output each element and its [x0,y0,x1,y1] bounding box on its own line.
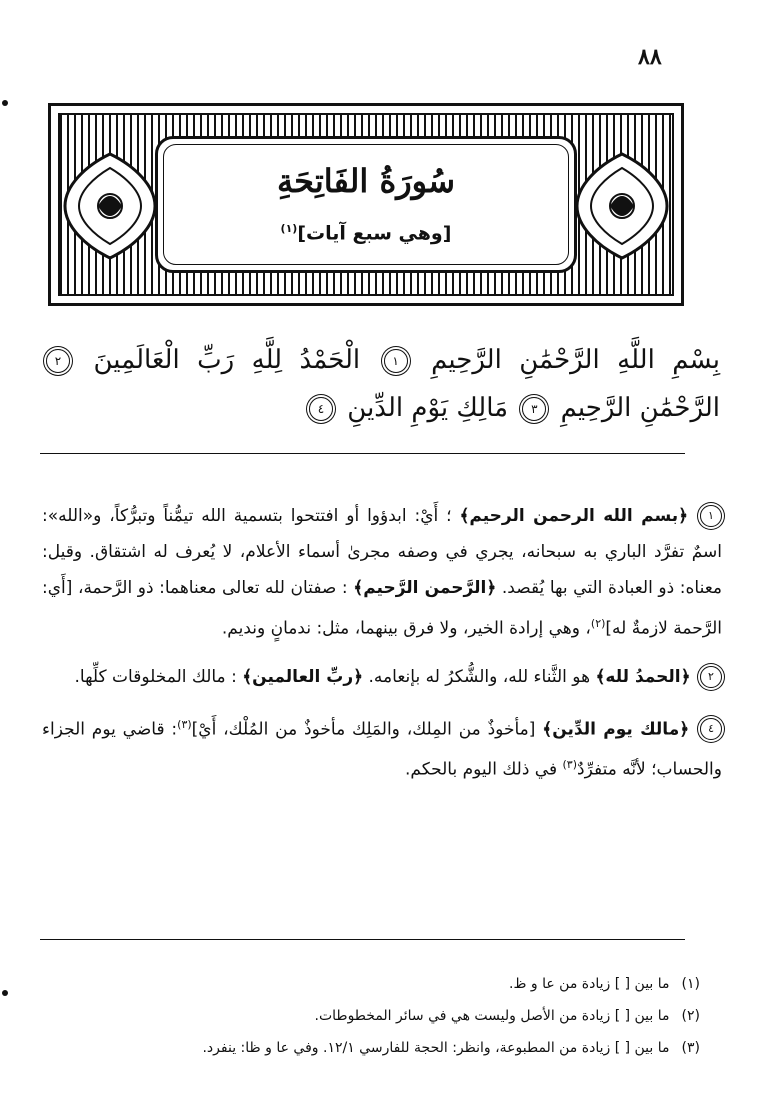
margin-mark-top [2,100,8,106]
quoted-verse: ﴿ربِّ العالمين﴾ [242,666,364,687]
page-number: ٨٨ [638,44,662,70]
quoted-verse: ﴿الحمدُ لله﴾ [595,666,691,687]
verse-text: بِسْمِ اللَّهِ الرَّحْمَٰنِ الرَّحِيمِ [431,345,721,375]
footnote-text: ما بين [ ] زيادة من المطبوعة، وانظر: الحجة للفارسي ١٢/١. وفي عا و ظا: ينفرد. [202,1040,670,1056]
commentary-text: [مأخوذٌ من المِلك، والمَلِك مأخوذٌ من المُلْك، أَيْ] [191,719,536,740]
footnote-ref: (٢) [590,617,606,630]
footnote-text: ما بين [ ] زيادة من الأصل وليست هي في سائر المخطوطات. [314,1008,670,1024]
commentary-verse-marker: ٤ [700,718,722,740]
footnote [60,968,700,1000]
quoted-verse: ﴿بسم الله الرحمن الرحيم﴾ [459,506,689,526]
commentary-verse-marker: ١ [700,505,722,527]
footnote [60,1000,700,1032]
footnote-label: (٣) [681,1040,700,1056]
subtitle-text: [وهي سبع آيات] [297,222,452,245]
footnote-ref: (٣) [562,758,578,772]
commentary-paragraph [42,498,722,647]
verse-number-marker: ٣ [522,397,546,421]
commentary-paragraph [42,659,722,695]
verse-number-marker: ١ [384,349,408,373]
surah-subtitle [51,222,681,244]
commentary-text: : مالك المخلوقات كلِّها. [74,666,237,687]
footnote-label: (١) [681,976,700,992]
commentary-text: : صفتان لله تعالى معناهما: ذو الرَّحمة، [أَي: الرَّحمة لازمةٌ له] [42,578,722,639]
footnote-ref: (٣) [177,717,192,731]
title-panel [155,136,577,273]
footnotes [60,968,700,1064]
commentary-text: : قاضي يوم الجزاء والحساب؛ لأنَّه متفرِّدٌ [42,719,722,780]
verse-number-marker: ٤ [309,397,333,421]
subtitle-footnote-ref: (١) [280,222,298,235]
surah-header-frame [48,103,684,306]
quoted-verse: ﴿الرَّحمن الرَّحيم﴾ [353,578,497,598]
commentary-paragraph [42,707,722,788]
footnote-text: ما بين [ ] زيادة من عا و ظ. [509,976,670,992]
commentary-verse-marker: ٢ [700,666,722,688]
verses-divider [40,453,685,454]
verse-text: الْحَمْدُ لِلَّهِ رَبِّ الْعَالَمِينَ [93,345,361,375]
verse-text: الرَّحْمَٰنِ الرَّحِيمِ [560,393,720,423]
verse-text: مَالِكِ يَوْمِ الدِّينِ [347,393,509,423]
quran-verses [40,336,720,432]
tafsir-commentary [42,498,722,800]
commentary-text: ؛ أَيْ: ابدؤوا أو افتتحوا بتسمية الله تيمُّناً وتبرُّكاً، و«الله»: اسمٌ تفرَّد الباري به سبحانه، يجري في وصفه مجرىٰ أسماء الأعلام، لا يُعرف له اشتقاق. وقيل: معناه: ذو العبادة التي بها يُقصد. [42,506,723,598]
commentary-text: ، وهي إرادة الخير، ولا فرق بينهما، مثل: ندمانٍ ونديم. [221,618,591,639]
footnote [60,1032,700,1064]
commentary-text: في ذلك اليوم بالحكم. [405,759,563,780]
footnote-label: (٢) [681,1008,700,1024]
commentary-text: هو الثَّناء لله، والشُّكرُ له بإنعامه. [368,666,591,687]
footnotes-divider [40,939,685,940]
margin-mark-bottom [2,990,8,996]
verse-number-marker: ٢ [46,349,70,373]
quoted-verse: ﴿مالك يوم الدِّين﴾ [542,719,690,740]
surah-title: سُورَةُ الفَاتِحَةِ [277,162,455,200]
